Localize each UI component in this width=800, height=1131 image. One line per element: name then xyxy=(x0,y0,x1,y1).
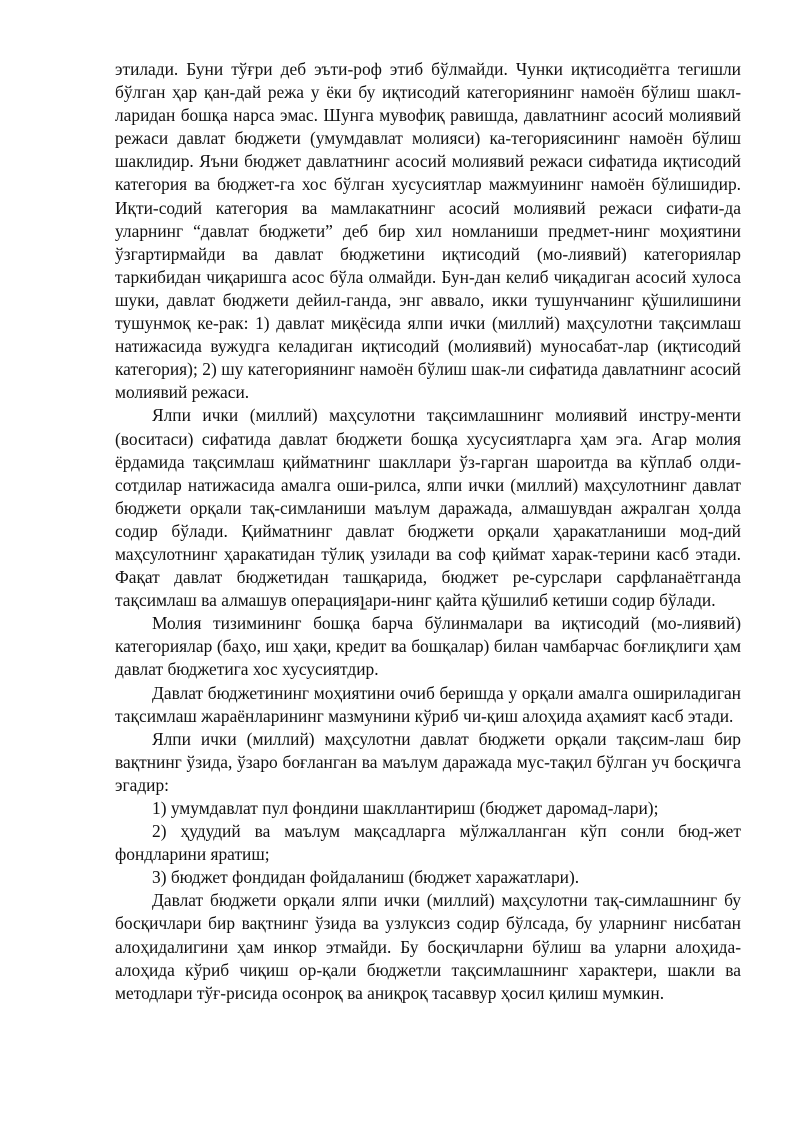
paragraph-5: Ялпи ички (миллий) маҳсулотни давлат бюджети орқали тақсим-лаш бир вақтнинг ўзида, ўзаро боғланган ва маълум даражада мус-тақил бўлган уч босқичга эгадир: xyxy=(115,728,741,795)
paragraph-6: Давлат бюджети орқали ялпи ички (миллий) маҳсулотни тақ-симлашнинг бу босқичлари бир вақтнинг ўзида ва узлуксиз содир бўлсада, бу уларнинг нисбатан алоҳидалигини ҳам инкор этмайди. Бу босқичларни бўлиш ва уларни алоҳида-алоҳида кўриб чиқиш ор-қали бюджетли тақсимлашнинг характери, шакли ва методлари тўғ-рисида осонроқ ва аниқроқ тасаввур ҳосил қилиш мумкин. xyxy=(115,890,741,1003)
list-item-3: 3) бюджет фондидан фойдаланиш (бюджет харажатлари). xyxy=(152,867,580,888)
paragraph-4: Давлат бюджетининг моҳиятини очиб беришда у орқали амалга ошириладиган тақсимлаш жараёнларининг мазмунини кўриб чи-қиш алоҳида аҳамият касб этади. xyxy=(115,682,741,726)
list-item-2: 2) ҳудудий ва маълум мақсадларга мўлжалланган кўп сонли бюд-жет фондларини яратиш; xyxy=(115,821,741,865)
paragraph-3: Молия тизимининг бошқа барча бўлинмалари ва иқтисодий (мо-лиявий) категориялар (баҳо, иш ҳақи, кредит ва бошқалар) билан чамбарчас боғлиқлиги ҳам давлат бюджетига хос хусусиятдир. xyxy=(115,613,741,680)
paragraph-2: Ялпи ички (миллий) маҳсулотни тақсимлашнинг молиявий инстру-менти (воситаси) сифатида давлат бюджети бошқа хусусиятларга ҳам эга. Агар молия ёрдамида тақсимлаш қийматнинг шакллари ўз-гарган шароитда ва кўплаб олди-сотдилар натижасида амалга оши-рилса, ялпи ички (миллий) маҳсулотнинг давлат бюджети орқали тақ-симланиши маълум даражада, алмашувдан ажралган ҳолда содир бўлади. Қийматнинг давлат бюджети орқали ҳаракатланиши мод-дий маҳсулотнинг ҳаракатидан тўлиқ узилади ва соф қиймат харак-терини касб этади. Фақат давлат бюджетидан ташқарида, бюджет ре-сурслари сарфланаётганда тақсимлаш ва алмашув операцияլари-нинг қайта қўшилиб кетиши содир бўлади. xyxy=(115,405,741,611)
document-page xyxy=(115,58,741,1005)
list-item-1: 1) умумдавлат пул фондини шакллантириш (бюджет даромад-лари); xyxy=(152,798,659,818)
paragraph-1: этилади. Буни тўғри деб эъти-роф этиб бўлмайди. Чунки иқтисодиётга тегишли бўлган ҳар қан-дай режа у ёки бу иқтисодий категориянинг намоён бўлиш шакл-ларидан бошқа нарса эмас. Шунга мувофиқ равишда, давлатнинг асосий молиявий режаси давлат бюджети (умумдавлат молияси) ка-тегориясининг намоён бўлиш шаклидир. Яъни бюджет давлатнинг асосий молиявий режаси сифатида иқтисодий категория ва бюджет-га хос бўлган хусусиятлар мажмуининг намоён бўлишидир. Иқти-содий категория ва мамлакатнинг асосий молиявий режаси сифати-да уларнинг “давлат бюджети” деб бир хил номланиши предмет-нинг моҳиятини ўзгартирмайди ва давлат бюджетини иқтисодий (мо-лиявий) категориялар таркибидан чиқаришга асос бўла олмайди. Бун-дан келиб чиқадиган асосий хулоса шуки, давлат бюджети дейил-ганда, энг аввало, икки тушунчанинг қўшилишини тушунмоқ ке-рак: 1) давлат миқёсида ялпи ички (миллий) маҳсулотни тақсимлаш натижасида вужудга келадиган иқтисодий (молиявий) муносабат-лар (иқтисодий категория); 2) шу категориянинг намоён бўлиш шак-ли сифатида давлатнинг асосий молиявий режаси. xyxy=(115,59,741,403)
